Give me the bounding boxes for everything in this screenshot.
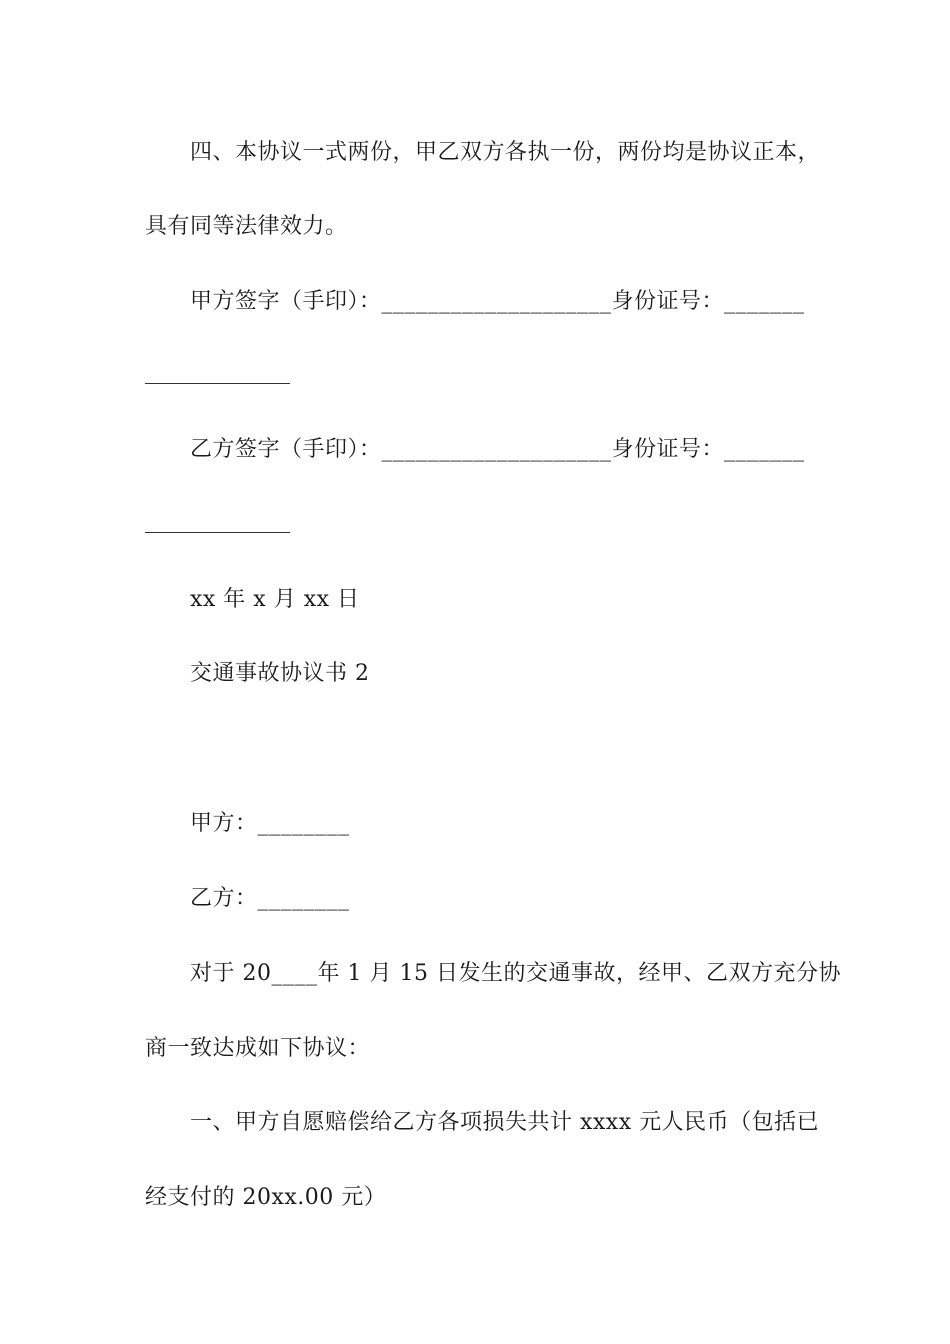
signature-line-party-a: 甲方签字（手印）：____________________身份证号：_______ — [190, 289, 805, 314]
item1-line1: 一、甲方自愿赔偿给乙方各项损失共计 xxxx 元人民币（包括已 — [190, 1110, 820, 1135]
item1-line2: 经支付的 20xx.00 元） — [145, 1185, 387, 1210]
intro-line1: 对于 20____年 1 月 15 日发生的交通事故，经甲、乙双方充分协 — [190, 961, 841, 986]
signature-a-id-continuation-line — [145, 383, 290, 384]
party-b-line: 乙方：________ — [190, 886, 350, 911]
date-line: xx 年 x 月 xx 日 — [190, 587, 360, 612]
paragraph-copies-line1: 四、本协议一式两份，甲乙双方各执一份，两份均是协议正本， — [190, 140, 821, 165]
party-a-line: 甲方：________ — [190, 811, 350, 836]
section-title: 交通事故协议书 2 — [190, 661, 370, 686]
paragraph-copies-line2: 具有同等法律效力。 — [145, 214, 348, 239]
intro-line2: 商一致达成如下协议： — [145, 1036, 371, 1061]
signature-b-id-continuation-line — [145, 532, 290, 533]
signature-line-party-b: 乙方签字（手印）：____________________身份证号：_______ — [190, 437, 805, 462]
